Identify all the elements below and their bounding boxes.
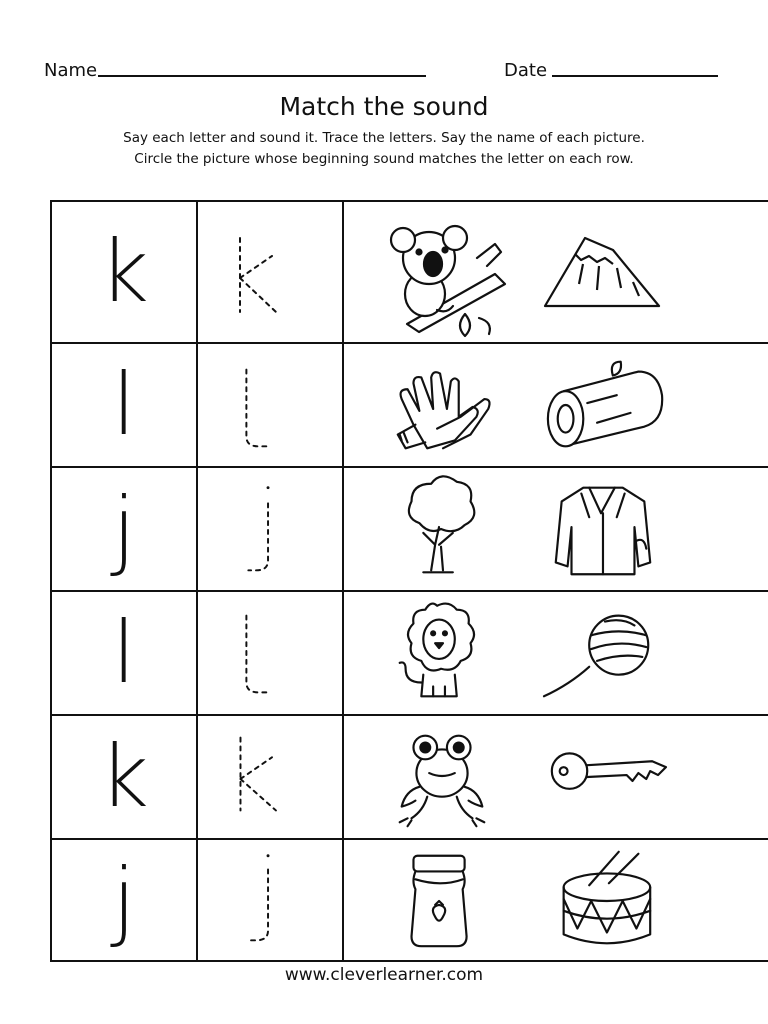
date-field[interactable] bbox=[552, 75, 718, 77]
key-icon[interactable] bbox=[527, 716, 677, 838]
tracing-letter-k[interactable] bbox=[198, 202, 342, 342]
table-row bbox=[52, 342, 768, 466]
column-divider bbox=[342, 468, 344, 590]
table-row bbox=[52, 202, 768, 342]
yarn-ball-icon[interactable] bbox=[527, 592, 677, 714]
tracing-letter-k[interactable] bbox=[198, 716, 342, 838]
instruction-line-2: Circle the picture whose beginning sound matches the letter on each row. bbox=[134, 151, 634, 167]
row-letter: j bbox=[112, 479, 136, 579]
tracing-letter-l[interactable] bbox=[198, 344, 342, 466]
row-letter: j bbox=[112, 850, 136, 950]
drum-icon[interactable] bbox=[527, 840, 677, 960]
column-divider bbox=[342, 716, 344, 838]
table-row bbox=[52, 838, 768, 960]
mountain-icon[interactable] bbox=[527, 202, 677, 342]
column-divider bbox=[342, 592, 344, 714]
row-letter: k bbox=[99, 222, 149, 322]
row-letter: l bbox=[112, 603, 136, 703]
row-letter: k bbox=[99, 727, 149, 827]
jacket-icon[interactable] bbox=[527, 468, 677, 590]
name-label: Name bbox=[44, 60, 98, 81]
tracing-letter-j[interactable] bbox=[198, 840, 342, 960]
column-divider bbox=[342, 344, 344, 466]
name-field[interactable] bbox=[98, 75, 426, 77]
gloves-icon[interactable] bbox=[367, 344, 517, 466]
column-divider bbox=[342, 202, 344, 342]
footer-url[interactable]: www.cleverlearner.com bbox=[284, 965, 484, 985]
lion-icon[interactable] bbox=[367, 592, 517, 714]
tracing-letter-l[interactable] bbox=[198, 592, 342, 714]
jam-jar-icon[interactable] bbox=[367, 840, 517, 960]
page-title: Match the sound bbox=[279, 92, 489, 121]
koala-icon[interactable] bbox=[367, 202, 517, 342]
frog-icon[interactable] bbox=[367, 716, 517, 838]
date-label: Date bbox=[504, 60, 548, 81]
table-row bbox=[52, 466, 768, 590]
row-letter: l bbox=[112, 355, 136, 455]
column-divider bbox=[342, 840, 344, 960]
instruction-line-1: Say each letter and sound it. Trace the letters. Say the name of each picture. bbox=[123, 130, 645, 146]
tree-icon[interactable] bbox=[367, 468, 517, 590]
table-row bbox=[52, 590, 768, 714]
worksheet-table bbox=[50, 200, 768, 962]
table-row bbox=[52, 714, 768, 838]
log-icon[interactable] bbox=[527, 344, 677, 466]
tracing-letter-j[interactable] bbox=[198, 468, 342, 590]
